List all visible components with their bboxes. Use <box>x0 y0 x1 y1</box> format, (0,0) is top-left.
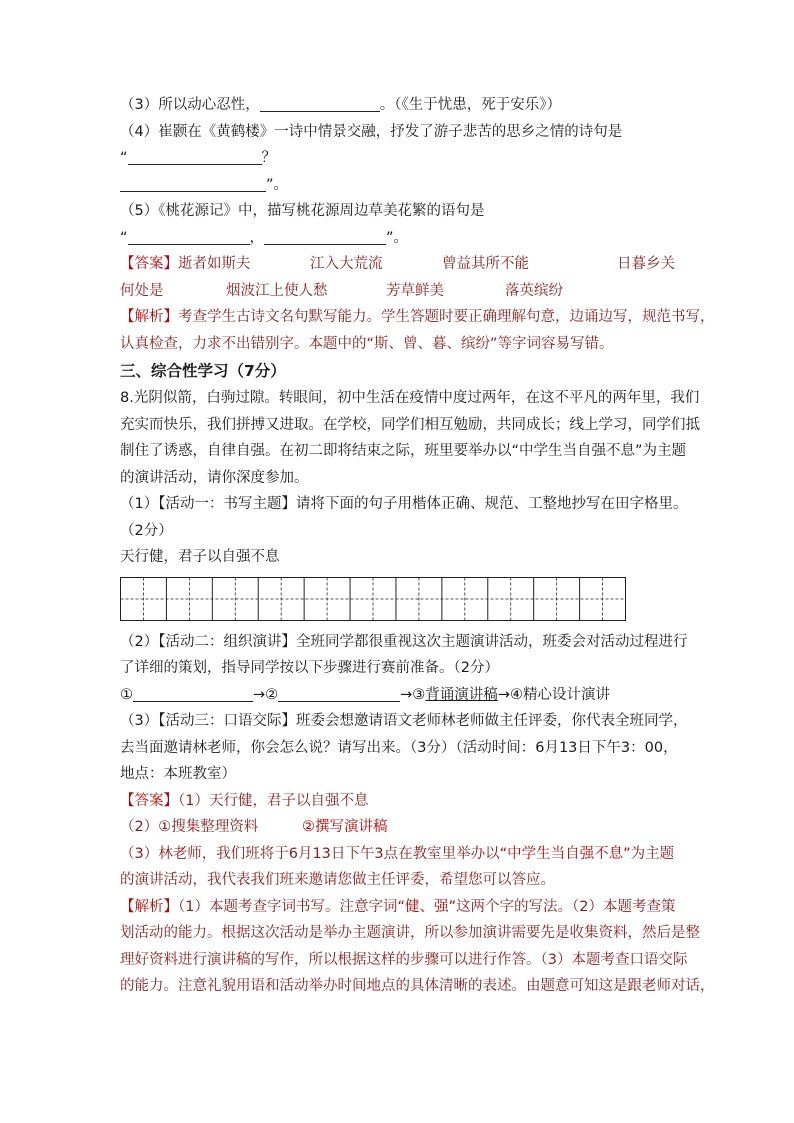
q4-stem: （4）崔颢在《黄鹤楼》一诗中情景交融，抒发了游子悲苦的思乡之情的诗句是 <box>120 123 623 140</box>
q8-line4: 的演讲活动，请你深度参加。 <box>120 469 309 486</box>
analysis2-line4: 的能力。注意礼貌用语和活动举办时间地点的具体清晰的表述。由题意可知这是跟老师对话， <box>120 978 715 994</box>
document-page <box>120 92 715 1000</box>
activity2-line2: 了详细的策划，指导同学按以下步骤进行赛前准备。（2分） <box>120 660 499 676</box>
answer-blank[interactable] <box>128 228 250 245</box>
analysis-tag: 【解析】 <box>120 309 178 325</box>
step3-text: 背诵演讲稿 <box>425 686 498 703</box>
step2-blank[interactable] <box>278 685 400 702</box>
activity2-steps: ① →② →③背诵演讲稿→④精心设计演讲 <box>120 686 610 703</box>
analysis1-line2: 认真检查，力求不出错别字。本题中的“斯、曾、暮、缤纷”等字词容易写错。 <box>120 335 614 352</box>
activity2-line1: （2）【活动二：组织演讲】全班同学都很重视这次主题演讲活动，班委会对活动过程进行 <box>120 633 688 650</box>
analysis2-line2: 划活动的能力。根据这次活动是举办主题演讲，所以参加演讲需要先是收集资料，然后是整 <box>120 925 700 941</box>
answer-item: 逝者如斯夫 <box>178 256 251 272</box>
answer-tag: 【答案】 <box>120 792 178 809</box>
q4-line3: ”。 <box>120 172 680 199</box>
activity1-line2: （2分） <box>120 522 173 539</box>
answer-blank[interactable] <box>264 228 386 245</box>
section-title: 三、综合性学习（7分） <box>120 362 286 380</box>
answer-blank[interactable] <box>260 95 380 112</box>
q5-line2: “ ， ”。 <box>120 229 409 246</box>
q8-line1: 8.光阴似箭，白驹过隙。转眼间，初中生活在疫情中度过两年，在这不平凡的两年里，我们 <box>120 390 700 406</box>
answer-item: 曾益其所不能 <box>442 256 529 272</box>
answer1-line1 <box>120 251 680 278</box>
analysis2-line3: 理好资料进行演讲稿的写作，所以根据这样的步骤可以进行作答。（3）本题考查口语交际 <box>120 951 688 968</box>
answer-item: 何处是 <box>120 282 164 299</box>
answer1-line2 <box>120 278 680 305</box>
q3-line: （3）所以动心忍性， 。（《生于忧患，死于安乐》） <box>120 97 561 113</box>
answer2-line1: 【答案】（1）天行健，君子以自强不息 <box>120 792 369 809</box>
answer2-line4: 的演讲活动，我代表我们班来邀请您做主任评委，希望您可以答应。 <box>120 872 555 888</box>
q5-stem: （5）《桃花源记》中，描写桃花源周边草美花繁的语句是 <box>120 203 485 219</box>
q4-line2: “ ？ <box>120 150 277 166</box>
answer-item: 芳草鲜美 <box>386 282 444 299</box>
analysis1-line1: 【解析】考查学生古诗文名句默写能力。学生答题时要正确理解句意，边诵边写，规范书写， <box>120 309 715 325</box>
answer-item: 烟波江上使人愁 <box>226 282 328 299</box>
tianzige-svg <box>120 577 626 621</box>
answer2-line3: （3）林老师，我们班将于6月13日下午3点在教室里举办以“中学生当自强不息”为主题 <box>120 845 675 862</box>
tianzige-grid[interactable] <box>120 577 626 621</box>
answer-item: 江入大荒流 <box>310 256 383 272</box>
analysis-tag: 【解析】 <box>120 898 178 915</box>
activity3-line3: 地点：本班教室） <box>120 766 236 782</box>
answer2-line2: （2）①搜集整理资料 ②撰写演讲稿 <box>120 819 388 835</box>
answer-blank[interactable] <box>128 148 262 165</box>
copy-sentence: 天行健，君子以自强不息 <box>120 549 280 565</box>
activity1-line1: （1）【活动一：书写主题】请将下面的句子用楷体正确、规范、工整地抄写在田字格里。 <box>120 496 688 512</box>
analysis2-line1: 【解析】（1）本题考查字词书写。注意字词“健、强”这两个字的写法。（2）本题考查策 <box>120 898 676 915</box>
answer-tag: 【答案】 <box>120 256 178 272</box>
answer-item: 日暮乡关 <box>617 256 675 272</box>
q8-line3: 制住了诱惑，自律自强。在初二即将结束之际，班里要举办以“中学生当自强不息”为主题 <box>120 443 687 459</box>
step1-blank[interactable] <box>133 685 253 702</box>
activity3-line2: 去当面邀请林老师，你会怎么说？请写出来。（3分）（活动时间：6月13日下午3：00， <box>120 739 678 756</box>
answer-item: 落英缤纷 <box>505 282 563 299</box>
activity3-line1: （3）【活动三：口语交际】班委会想邀请语文老师林老师做主任评委，你代表全班同学， <box>120 713 688 729</box>
q8-line2: 充实而快乐，我们拼搏又进取。在学校，同学们相互勉励，共同成长；线上学习，同学们抵 <box>120 416 700 433</box>
answer-blank[interactable] <box>120 175 266 192</box>
